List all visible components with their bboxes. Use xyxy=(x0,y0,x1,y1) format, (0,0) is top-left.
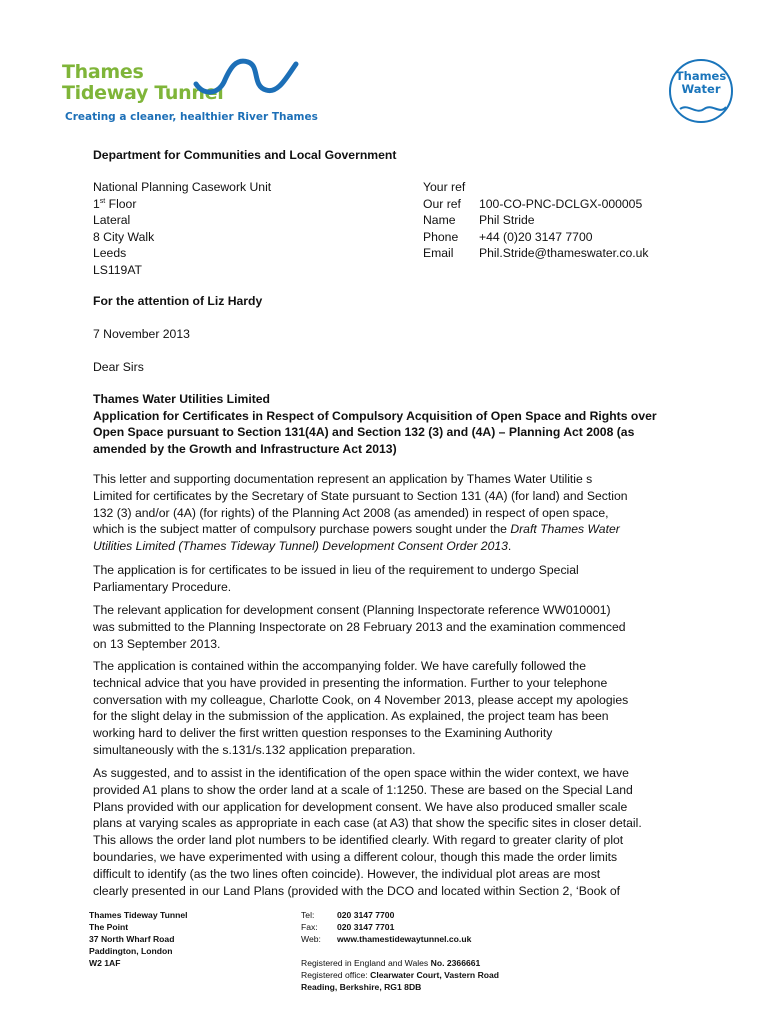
footer-contacts: Tel: 020 3147 7700 Fax: 020 3147 7701 Web: www.thamestidewaytunnel.co.uk xyxy=(301,910,472,944)
ref-row: Name Phil Stride xyxy=(423,213,535,228)
address-line: National Planning Casework Unit xyxy=(93,180,272,194)
address-line-floor: 1st Floor xyxy=(93,196,137,211)
tideway-logo-line2: Tideway Tunnel xyxy=(62,82,224,104)
email-link[interactable]: Phil.Stride@thameswater.co.uk xyxy=(479,246,649,261)
river-wave-icon xyxy=(192,56,302,98)
letter-date: 7 November 2013 xyxy=(93,327,190,341)
address-line: 8 City Walk xyxy=(93,229,155,244)
paragraph-4: The application is contained within the accompanying folder. We have carefully followed the technical advice that you have provided in presenting the information. Further to your telephone conversation with my colleague, Charlotte Cook, on 4 November 2013, please accept my apologies for the slight delay in the submission of the application. As explained, the project team has been working hard to deliver the first written question responses to the Examining Authority simultaneously with the s.131/s.132 application preparation. xyxy=(93,659,629,757)
tideway-logo-line1: Thames xyxy=(62,61,144,83)
attention-line: For the attention of Liz Hardy xyxy=(93,294,263,308)
footer-address: Thames Tideway Tunnel The Point 37 North Wharf Road Paddington, London W2 1AF xyxy=(89,910,188,968)
paragraph-1: This letter and supporting documentation represent an application by Thames Water Utilitie s Limited for certificates by the Secretary of State pursuant to Section 131 (4A) (for land) and Section 132 (3) and/or (4A) (for rights) of the Planning Act 2008 (as amended) in respect of open space, which is the subject matter of compulsory purchase powers sought under the Draft Thames Water Utilities Limited (Thames Tideway Tunnel) Development Consent Order 2013. xyxy=(93,472,628,554)
address-line: Lateral xyxy=(93,213,131,228)
footer-registration: Registered in England and Wales No. 2366661 Registered office: Clearwater Court, Vastern Road Reading, Berkshire, RG1 8DB xyxy=(301,958,500,992)
paragraph-3: The relevant application for development consent (Planning Inspectorate reference WW010001) was submitted to the Planning Inspectorate on 28 February 2013 and the examination commenced on 13 September 2013. xyxy=(93,603,626,651)
address-line: LS119AT xyxy=(93,262,143,277)
reference-block xyxy=(423,179,649,262)
salutation: Dear Sirs xyxy=(93,360,144,374)
recipient-address xyxy=(93,179,271,279)
address-line: Leeds xyxy=(93,246,127,261)
department-title: Department for Communities and Local Government xyxy=(93,148,397,162)
paragraph-2: The application is for certificates to be issued in lieu of the requirement to undergo Special Parliamentary Procedure. xyxy=(93,563,579,594)
tw-logo-line2: Water xyxy=(681,82,721,96)
thames-water-logo xyxy=(666,55,736,125)
tw-logo-line1: Thames xyxy=(675,69,727,83)
ref-row: Phone +44 (0)20 3147 7700 xyxy=(423,229,593,244)
subject-heading: Thames Water Utilities Limited Application for Certificates in Respect of Compulsory Acquisition of Open Space and Rights over Open Space pursuant to Section 131(4A) and Section 132 (3) and (4A) – Planning Act 2008 (as amended by the Growth and Infrastructure Act 2013) xyxy=(93,392,657,456)
ref-row: Our ref 100-CO-PNC-DCLGX-000005 xyxy=(423,196,643,211)
paragraph-5: As suggested, and to assist in the identification of the open space within the wider context, we have provided A1 plans to show the order land at a scale of 1:1250. These are based on the Special Land Plans provided with our application for development consent. We have also produced smaller scale plans at varying scales as appropriate in each case (at A3) that show the specific sites in closer detail. This allows the order land plot numbers to be identified clearly. With regard to greater clarity of plot boundaries, we have experimented with using a different colour, though this made the order limits difficult to identify (as the two lines often coincide). However, the individual plot areas are most clearly presented in our Land Plans (provided with the DCO and located within Section 2, ‘Book of xyxy=(93,766,642,898)
website-link[interactable]: www.thamestidewaytunnel.co.uk xyxy=(337,934,472,944)
ref-row: Your ref xyxy=(423,180,466,194)
tideway-logo xyxy=(62,61,318,124)
tagline: Creating a cleaner, healthier River Thames xyxy=(65,111,318,123)
ref-row: Email Phil.Stride@thameswater.co.uk xyxy=(423,246,649,261)
